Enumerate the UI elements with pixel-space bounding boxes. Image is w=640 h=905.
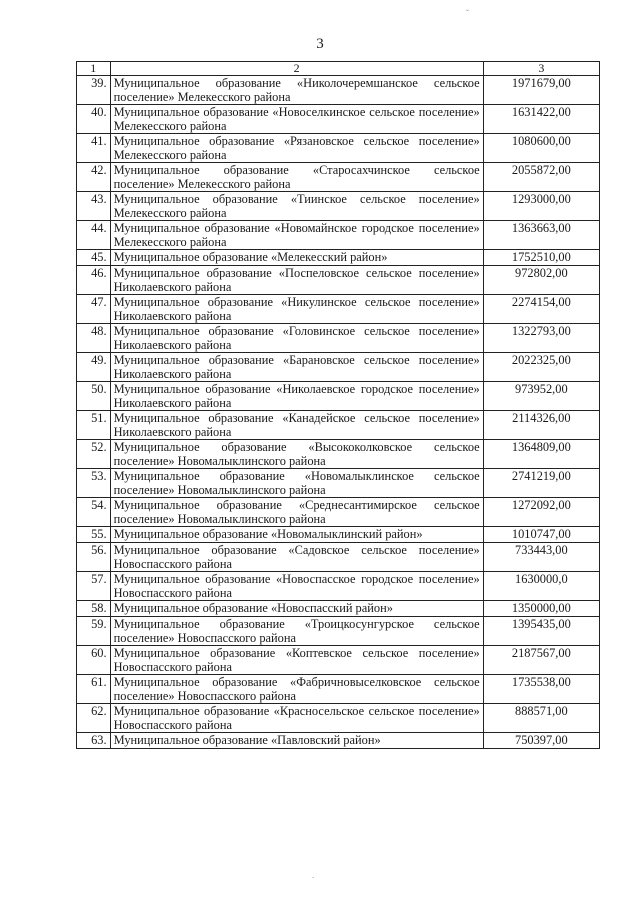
row-value: 972802,00 (483, 266, 599, 295)
row-number: 51. (77, 411, 111, 440)
row-name: Муниципальное образование «Новомалыклинское сельское поселение» Новомалыклинского района (110, 469, 483, 498)
row-number: 42. (77, 163, 111, 192)
row-number: 60. (77, 646, 111, 675)
row-value: 1971679,00 (483, 76, 599, 105)
row-name: Муниципальное образование «Красносельское сельское поселение» Новоспасского района (110, 704, 483, 733)
row-name: Муниципальное образование «Павловский район» (110, 733, 483, 749)
table-row (77, 163, 600, 192)
row-name: Муниципальное образование «Никулинское сельское поселение» Николаевского района (110, 295, 483, 324)
header-col-2: 2 (110, 62, 483, 76)
row-number: 61. (77, 675, 111, 704)
row-number: 48. (77, 324, 111, 353)
row-name: Муниципальное образование «Канадейское сельское поселение» Николаевского района (110, 411, 483, 440)
table-row (77, 675, 600, 704)
row-number: 47. (77, 295, 111, 324)
row-number: 41. (77, 134, 111, 163)
row-name: Муниципальное образование «Высококолковское сельское поселение» Новомалыклинского района (110, 440, 483, 469)
row-value: 733443,00 (483, 543, 599, 572)
table-row (77, 134, 600, 163)
row-value: 2022325,00 (483, 353, 599, 382)
row-number: 58. (77, 601, 111, 617)
row-name: Муниципальное образование «Мелекесский район» (110, 250, 483, 266)
row-value: 1630000,0 (483, 572, 599, 601)
row-value: 1364809,00 (483, 440, 599, 469)
header-col-3: 3 (483, 62, 599, 76)
header-col-1: 1 (77, 62, 111, 76)
row-name: Муниципальное образование «Николаевское городское поселение» Николаевского района (110, 382, 483, 411)
table-row (77, 266, 600, 295)
row-value: 888571,00 (483, 704, 599, 733)
row-number: 54. (77, 498, 111, 527)
table-row (77, 601, 600, 617)
row-name: Муниципальное образование «Поспеловское сельское поселение» Николаевского района (110, 266, 483, 295)
row-name: Муниципальное образование «Садовское сельское поселение» Новоспасского района (110, 543, 483, 572)
row-value: 2274154,00 (483, 295, 599, 324)
table-row (77, 498, 600, 527)
row-name: Муниципальное образование «Барановское сельское поселение» Николаевского района (110, 353, 483, 382)
table-header-row (77, 62, 600, 76)
row-value: 1322793,00 (483, 324, 599, 353)
row-name: Муниципальное образование «Старосахчинское сельское поселение» Мелекесского района (110, 163, 483, 192)
scan-speck: . (312, 870, 315, 880)
table-row (77, 543, 600, 572)
row-number: 62. (77, 704, 111, 733)
row-name: Муниципальное образование «Новоселкинское сельское поселение» Мелекесского района (110, 105, 483, 134)
table-row (77, 440, 600, 469)
row-value: 1350000,00 (483, 601, 599, 617)
row-number: 55. (77, 527, 111, 543)
row-number: 57. (77, 572, 111, 601)
row-name: Муниципальное образование «Николочеремшанское сельское поселение» Мелекесского района (110, 76, 483, 105)
row-number: 52. (77, 440, 111, 469)
table-row (77, 469, 600, 498)
table-row (77, 704, 600, 733)
table-row (77, 617, 600, 646)
row-value: 2055872,00 (483, 163, 599, 192)
row-name: Муниципальное образование «Рязановское сельское поселение» Мелекесского района (110, 134, 483, 163)
row-number: 63. (77, 733, 111, 749)
table-row (77, 221, 600, 250)
row-value: 1363663,00 (483, 221, 599, 250)
table-row (77, 192, 600, 221)
row-value: 1735538,00 (483, 675, 599, 704)
table-row (77, 572, 600, 601)
row-name: Муниципальное образование «Новоспасский район» (110, 601, 483, 617)
row-value: 1293000,00 (483, 192, 599, 221)
row-number: 39. (77, 76, 111, 105)
row-name: Муниципальное образование «Тиинское сельское поселение» Мелекесского района (110, 192, 483, 221)
row-name: Муниципальное образование «Новомайнское городское поселение» Мелекесского района (110, 221, 483, 250)
row-value: 2114326,00 (483, 411, 599, 440)
row-value: 1010747,00 (483, 527, 599, 543)
table-row (77, 250, 600, 266)
row-value: 1080600,00 (483, 134, 599, 163)
table-row (77, 324, 600, 353)
table-row (77, 646, 600, 675)
row-number: 45. (77, 250, 111, 266)
row-number: 50. (77, 382, 111, 411)
table-row (77, 353, 600, 382)
table-row (77, 527, 600, 543)
row-number: 46. (77, 266, 111, 295)
table-row (77, 411, 600, 440)
row-value: 2187567,00 (483, 646, 599, 675)
table-row (77, 76, 600, 105)
page-number: 3 (316, 36, 324, 52)
row-name: Муниципальное образование «Троицкосунгурское сельское поселение» Новоспасского района (110, 617, 483, 646)
row-value: 1272092,00 (483, 498, 599, 527)
table-row (77, 295, 600, 324)
row-value: 973952,00 (483, 382, 599, 411)
row-name: Муниципальное образование «Среднесантимирское сельское поселение» Новомалыклинского района (110, 498, 483, 527)
table-row (77, 382, 600, 411)
row-name: Муниципальное образование «Новоспасское городское поселение» Новоспасского района (110, 572, 483, 601)
row-value: 1395435,00 (483, 617, 599, 646)
row-name: Муниципальное образование «Головинское сельское поселение» Николаевского района (110, 324, 483, 353)
row-number: 56. (77, 543, 111, 572)
row-number: 53. (77, 469, 111, 498)
row-name: Муниципальное образование «Новомалыклинский район» (110, 527, 483, 543)
row-number: 49. (77, 353, 111, 382)
row-value: 750397,00 (483, 733, 599, 749)
allocation-table (76, 61, 600, 749)
table-row (77, 105, 600, 134)
row-number: 44. (77, 221, 111, 250)
row-name: Муниципальное образование «Коптевское сельское поселение» Новоспасского района (110, 646, 483, 675)
scan-speck: ˇ (466, 8, 469, 18)
row-number: 40. (77, 105, 111, 134)
row-number: 59. (77, 617, 111, 646)
row-value: 2741219,00 (483, 469, 599, 498)
row-name: Муниципальное образование «Фабричновыселковское сельское поселение» Новоспасского района (110, 675, 483, 704)
row-number: 43. (77, 192, 111, 221)
row-value: 1631422,00 (483, 105, 599, 134)
table-row (77, 733, 600, 749)
row-value: 1752510,00 (483, 250, 599, 266)
